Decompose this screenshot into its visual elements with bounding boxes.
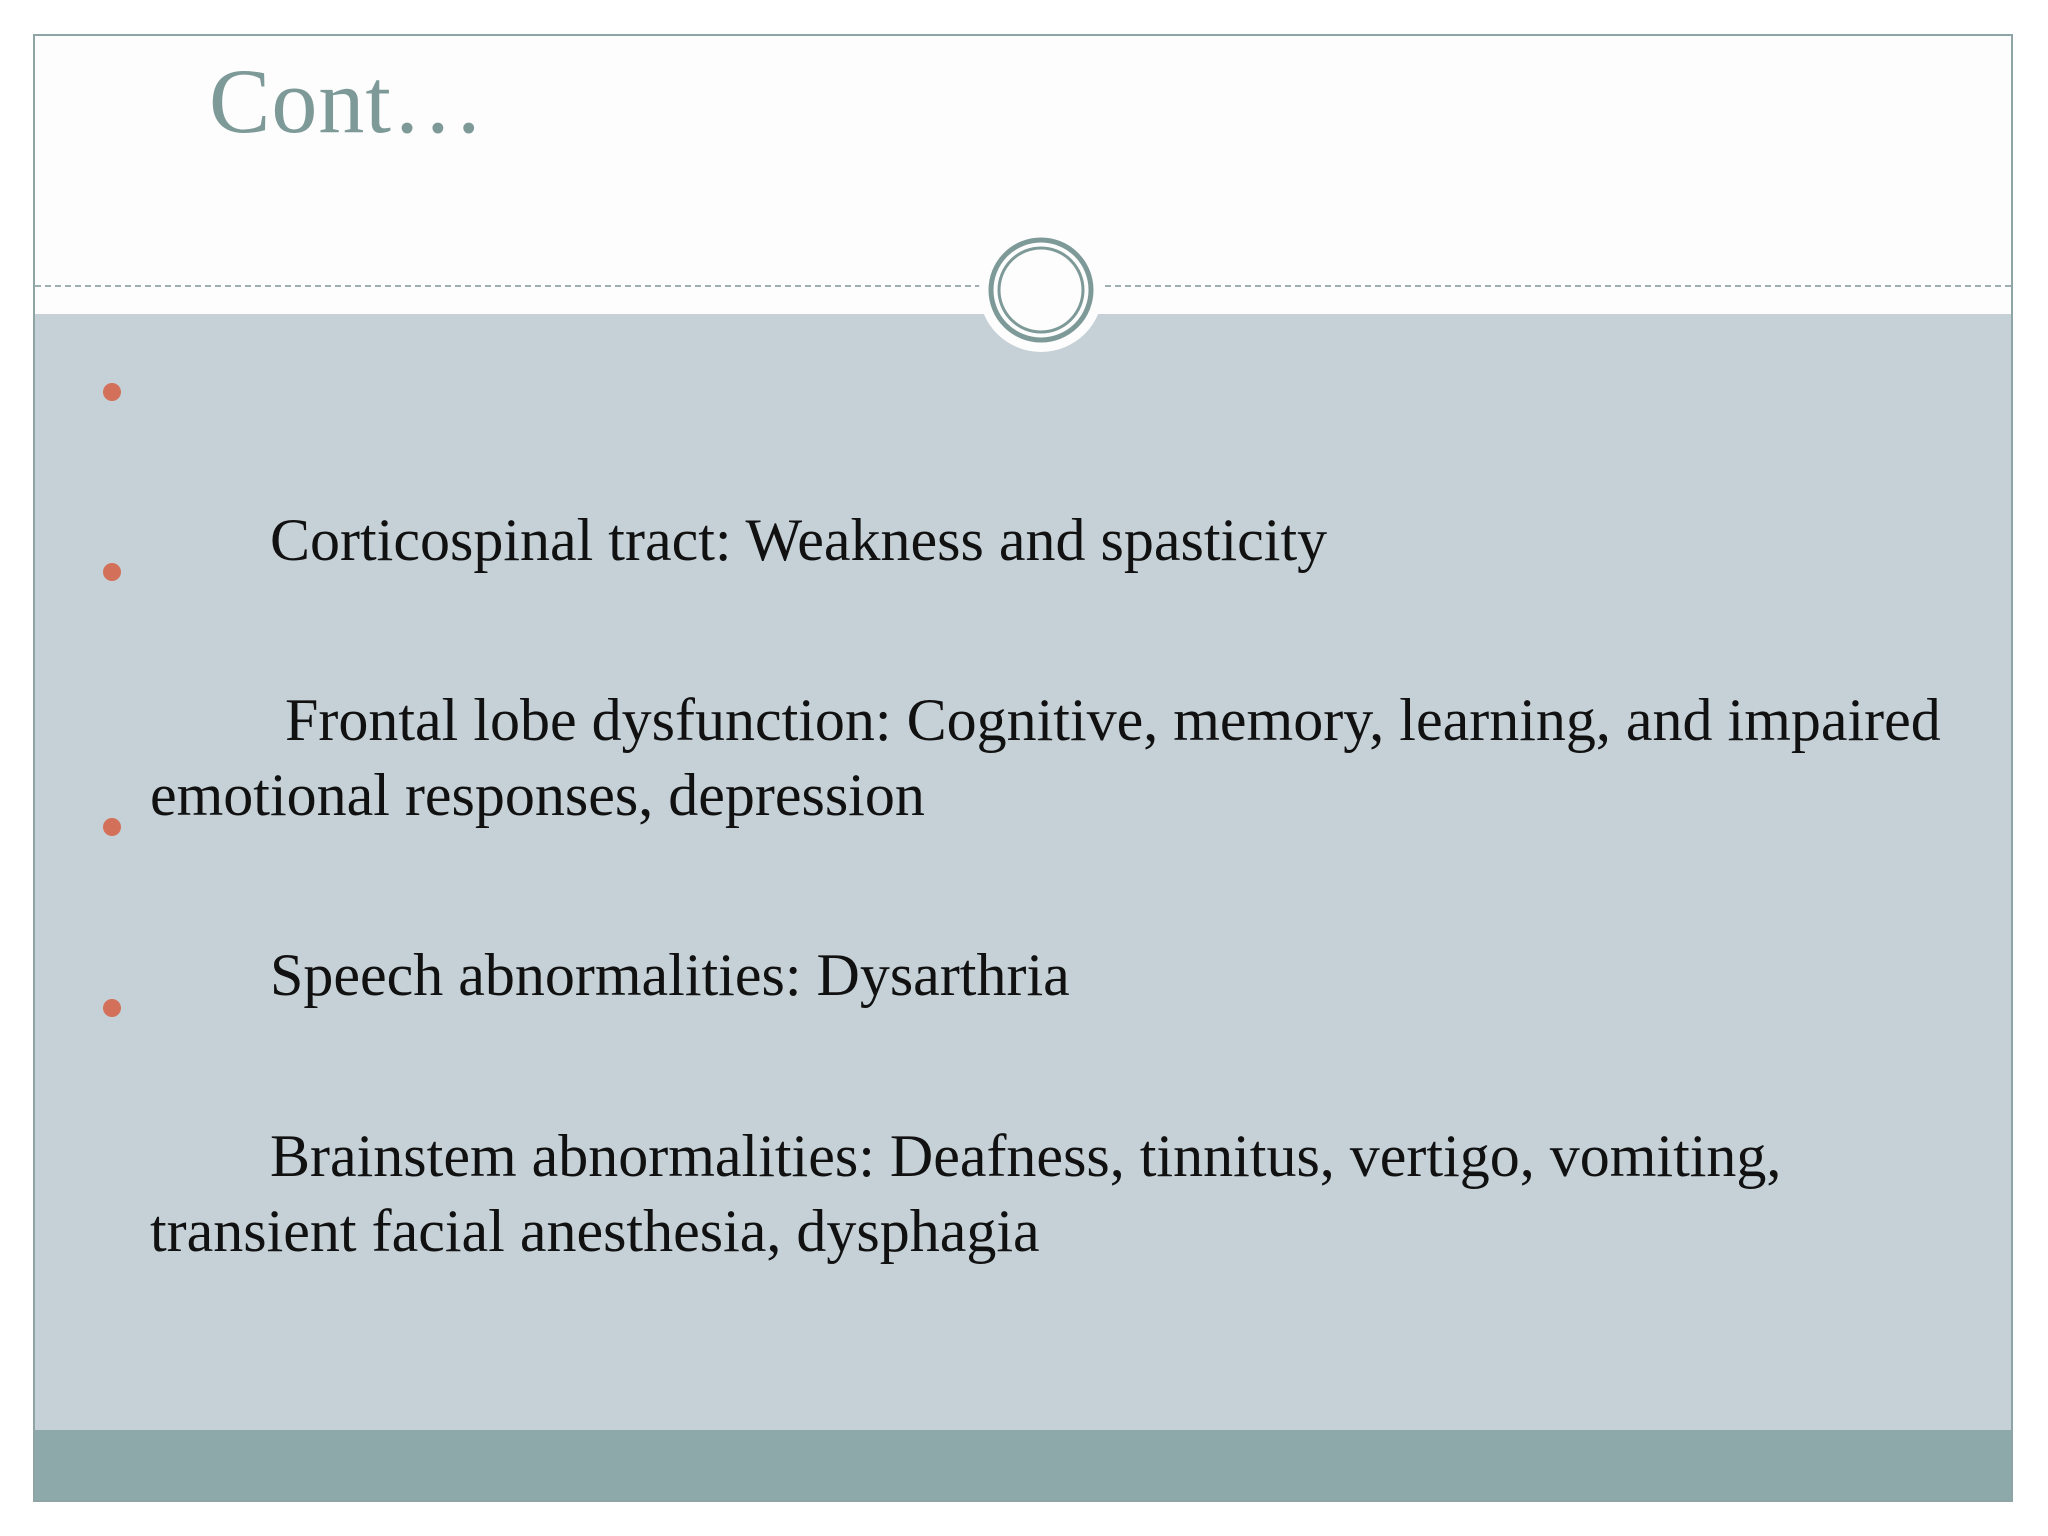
bullet-dot-icon [103,818,121,836]
bullet-text: Brainstem abnormalities: Deafness, tinnitus, vertigo, vomiting, transient facial anesthesia, dysphagia [150,1123,1797,1264]
slide-title: Cont… [209,50,485,152]
bullet-text: Speech abnormalities: Dysarthria [270,942,1070,1008]
bullet-dot-icon [103,383,121,401]
bullet-text: Corticospinal tract: Weakness and spasticity [270,507,1328,573]
bullet-dot-icon [103,563,121,581]
double-ring-icon [971,220,1111,360]
slide [33,34,2013,1502]
bullet-text: Frontal lobe dysfunction: Cognitive, memory, learning, and impaired emotional responses, depression [150,687,1956,828]
bullet-dot-icon [103,999,121,1017]
content-area [35,314,2011,1432]
footer-band [35,1430,2011,1500]
bullet-item [150,969,1950,1344]
